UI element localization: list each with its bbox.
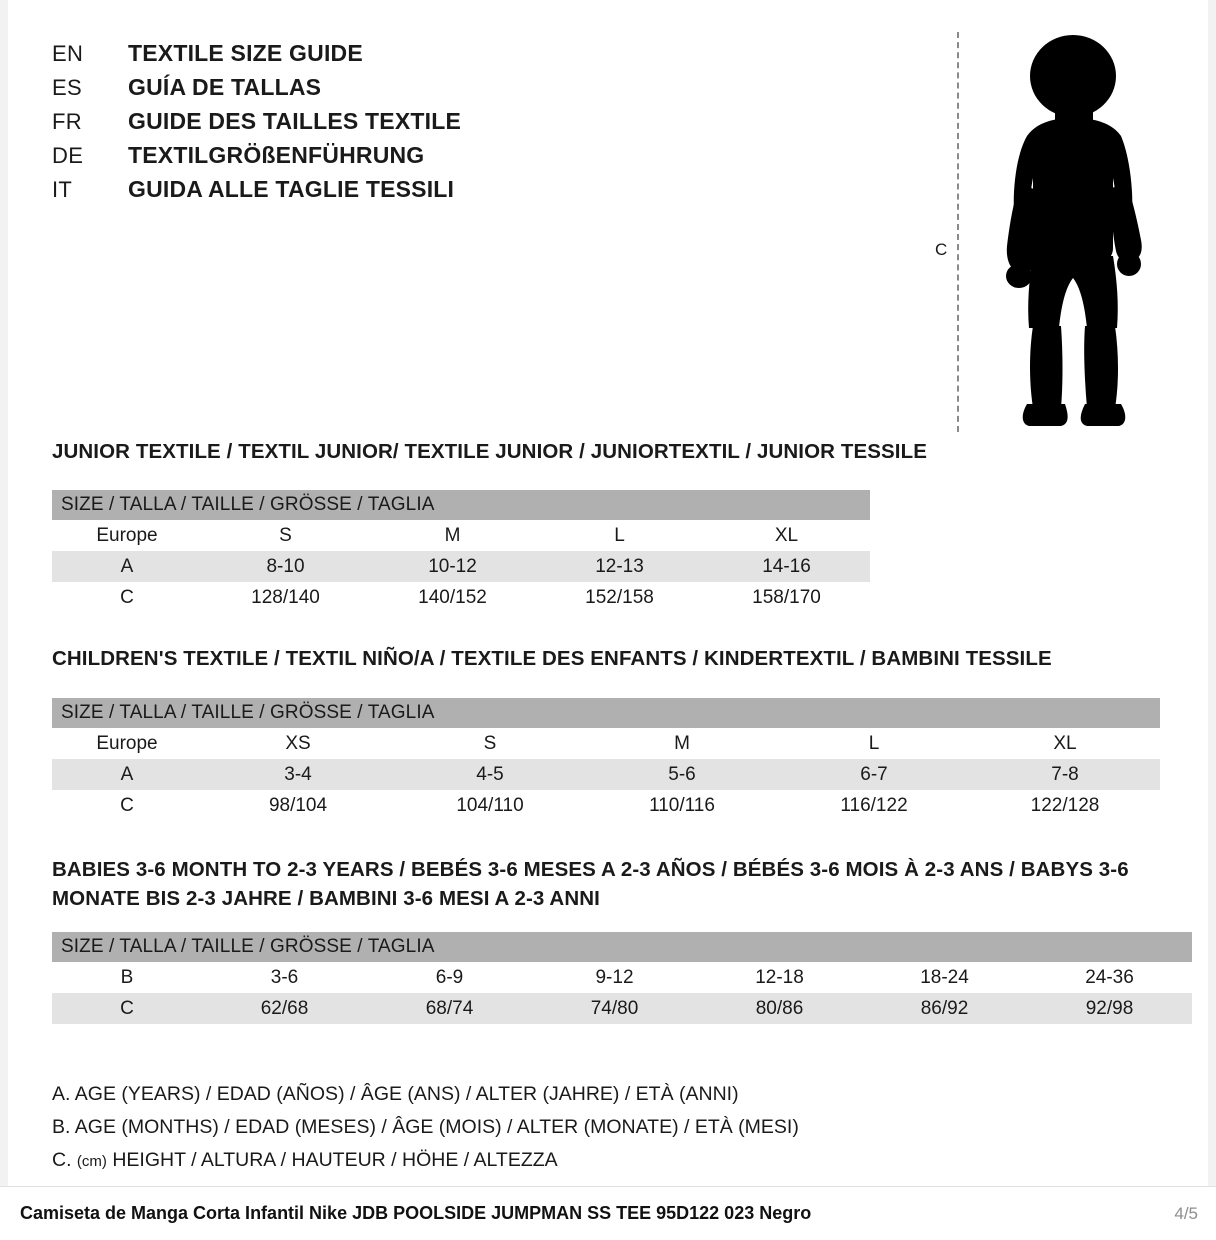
junior-size-table [52,490,870,613]
children-size-table [52,698,1160,821]
language-row-en [52,40,612,74]
table-header-row [52,698,1160,728]
table-cell: 9-12 [532,962,697,993]
table-cell: 74/80 [532,993,697,1024]
language-code: ES [52,75,82,100]
language-row-fr [52,108,612,142]
footer-bar [0,1186,1216,1240]
section-caption-babies: BABIES 3-6 MONTH TO 2-3 YEARS / BEBÉS 3-6 MESES A 2-3 AÑOS / BÉBÉS 3-6 MOIS À 2-3 ANS / BABYS 3-6 MONATE BIS 2-3 JAHRE / BAMBINI 3-6 MESI A 2-3 ANNI [52,858,1129,911]
table-cell: 116/122 [778,790,970,821]
table-cell: 4-5 [394,759,586,790]
legend-note-b: B. AGE (MONTHS) / EDAD (MESES) / ÂGE (MOIS) / ALTER (MONATE) / ETÀ (MESI) [52,1115,799,1138]
table-cell: 8-10 [202,551,369,582]
table-cell: 3-4 [202,759,394,790]
legend-note-c-rest: HEIGHT / ALTURA / HAUTEUR / HÖHE / ALTEZZA [106,1148,558,1171]
row-label: Europe [52,520,202,551]
table-header-label: SIZE / TALLA / TAILLE / GRÖSSE / TAGLIA [61,936,435,957]
page-edge-right [1208,0,1216,1186]
page-edge-left [0,0,8,1186]
row-label: C [52,582,202,613]
table-cell: 86/92 [862,993,1027,1024]
table-cell: M [369,520,536,551]
height-dashed-line [957,32,959,432]
table-cell: 12-13 [536,551,703,582]
table-cell: 14-16 [703,551,870,582]
table-header-row [52,932,1192,962]
row-label: A [52,759,202,790]
table-cell: 140/152 [369,582,536,613]
table-cell: XS [202,728,394,759]
table-row [52,520,870,551]
table-cell: 92/98 [1027,993,1192,1024]
row-label: B [52,962,202,993]
row-label: C [52,993,202,1024]
table-cell: 104/110 [394,790,586,821]
table-header-row [52,490,870,520]
legend-note-a: A. AGE (YEARS) / EDAD (AÑOS) / ÂGE (ANS) / ALTER (JAHRE) / ETÀ (ANNI) [52,1083,739,1105]
legend-notes [52,1078,799,1176]
table-cell: 6-9 [367,962,532,993]
table-cell: 122/128 [970,790,1160,821]
section-caption-children: CHILDREN'S TEXTILE / TEXTIL NIÑO/A / TEXTILE DES ENFANTS / KINDERTEXTIL / BAMBINI TESSILE [52,647,1052,670]
table-cell: XL [703,520,870,551]
language-code: IT [52,177,73,202]
table-cell: 110/116 [586,790,778,821]
legend-note-c-prefix: C. [52,1148,77,1171]
language-row-it [52,176,612,210]
language-code: FR [52,109,82,134]
language-title: TEXTILE SIZE GUIDE [128,40,363,66]
language-title: GUIDA ALLE TAGLIE TESSILI [128,176,455,202]
table-row [52,790,1160,821]
row-label: A [52,551,202,582]
table-cell: 10-12 [369,551,536,582]
table-cell: 3-6 [202,962,367,993]
table-row [52,759,1160,790]
babies-size-table [52,932,1192,1024]
table-cell: 158/170 [703,582,870,613]
table-cell: XL [970,728,1160,759]
legend-note-c-unit: (cm) [76,1152,107,1170]
table-cell: 68/74 [367,993,532,1024]
table-cell: M [586,728,778,759]
table-cell: S [202,520,369,551]
language-code: EN [52,41,84,66]
table-cell: 6-7 [778,759,970,790]
table-cell: 24-36 [1027,962,1192,993]
table-cell: 5-6 [586,759,778,790]
table-cell: L [536,520,703,551]
table-cell: 80/86 [697,993,862,1024]
table-row [52,993,1192,1024]
legend-note-c [52,1144,799,1177]
table-header-label: SIZE / TALLA / TAILLE / GRÖSSE / TAGLIA [61,702,435,723]
table-cell: 98/104 [202,790,394,821]
table-cell: 18-24 [862,962,1027,993]
language-title-block [52,40,612,210]
language-title: TEXTILGRÖßENFÜHRUNG [128,142,425,168]
row-label: Europe [52,728,202,759]
language-title: GUÍA DE TALLAS [128,74,322,100]
language-row-es [52,74,612,108]
table-row [52,728,1160,759]
page-indicator: 4/5 [1174,1204,1198,1223]
table-cell: L [778,728,970,759]
section-caption-junior: JUNIOR TEXTILE / TEXTIL JUNIOR/ TEXTILE JUNIOR / JUNIORTEXTIL / JUNIOR TESSILE [52,440,927,463]
table-cell: 12-18 [697,962,862,993]
height-reference-figure [905,18,1195,438]
product-title: Camiseta de Manga Corta Infantil Nike JDB POOLSIDE JUMPMAN SS TEE 95D122 023 Negro [20,1203,812,1223]
table-cell: S [394,728,586,759]
table-cell: 62/68 [202,993,367,1024]
row-label: C [52,790,202,821]
language-row-de [52,142,612,176]
table-row [52,582,870,613]
table-header-label: SIZE / TALLA / TAILLE / GRÖSSE / TAGLIA [61,494,435,515]
table-cell: 128/140 [202,582,369,613]
table-row [52,551,870,582]
child-silhouette-icon [975,32,1175,432]
language-code: DE [52,143,84,168]
table-cell: 7-8 [970,759,1160,790]
table-cell: 152/158 [536,582,703,613]
language-title: GUIDE DES TAILLES TEXTILE [128,108,461,134]
table-row [52,962,1192,993]
height-measure-label: C [935,240,948,259]
